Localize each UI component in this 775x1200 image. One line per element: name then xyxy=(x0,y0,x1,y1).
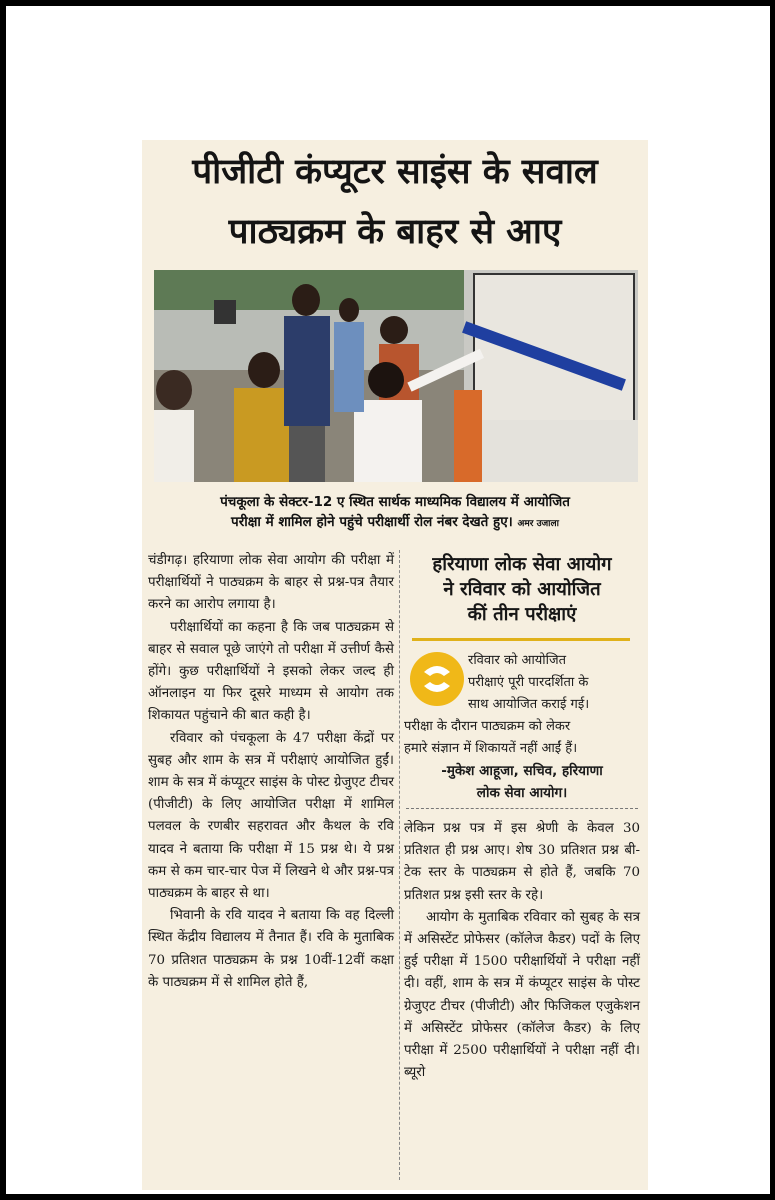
photo-credit: अमर उजाला xyxy=(517,519,559,529)
left-paragraph-4: भिवानी के रवि यादव ने बताया कि वह दिल्ली स्थित केंद्रीय विद्यालय में तैनात हैं। रवि के मुताबिक 70 प्रतिशत पाठ्यक्रम के प्रश्न 10वीं-12वीं कक्षा के पाठ्यक्रम में से शामिल होते हैं, xyxy=(148,908,394,990)
headline-line-1: पीजीटी कंप्यूटर साइंस के सवाल xyxy=(192,152,598,192)
right-paragraph-2: आयोग के मुताबिक रविवार को सुबह के सत्र में असिस्टेंट प्रोफेसर (कॉलेज कैडर) पदों के लिए हुई परीक्षा में 1500 परीक्षार्थियों ने परीक्षा नहीं दी। वहीं, शाम के सत्र में कंप्यूटर साइंस के पोस्ट ग्रेजुएट टीचर (पीजीटी) और फिजिकल एजुकेशन में असिस्टेंट प्रोफेसर (कॉलेज कैडर) के लिए परीक्षा में 2500 परीक्षार्थियों ने परीक्षा नहीं दी। ब्यूरो xyxy=(404,909,640,1081)
column-divider xyxy=(399,550,400,1180)
newspaper-clipping xyxy=(142,140,648,1190)
article-left-column xyxy=(148,550,394,994)
quote-line-3: साथ आयोजित कराई गई। xyxy=(468,697,590,712)
photo-caption-line-2 xyxy=(142,512,648,530)
box-heading xyxy=(404,552,640,627)
page-background xyxy=(6,6,770,1194)
quote-line-5: हमारे संज्ञान में शिकायतें नहीं आईं हैं। xyxy=(404,741,578,756)
box-heading-line-1: हरियाणा लोक सेवा आयोग xyxy=(432,554,612,575)
news-photo xyxy=(154,270,638,482)
box-heading-line-3: कीं तीन परीक्षाएं xyxy=(467,604,577,625)
right-paragraph-1: लेकिन प्रश्न पत्र में इस श्रेणी के केवल 30 प्रतिशत ही प्रश्न आए। शेष 30 प्रतिशत प्रश्न बी-टेक स्तर के पाठ्यक्रम से होते हैं, जबकि 70 प्रतिशत प्रश्न इसी स्तर के रहे। xyxy=(404,821,640,903)
left-paragraph-3: रविवार को पंचकूला के 47 परीक्षा केंद्रों पर सुबह और शाम के सत्र में परीक्षाएं आयोजित हुईं। शाम के सत्र में कंप्यूटर साइंस के पोस्ट ग्रेजुएट टीचर (पीजीटी) के लिए आयोजित परीक्षा में शामिल पलवल के रणबीर सहरावत और कैथल के रवि यादव ने बताया कि परीक्षा में 15 प्रश्न थे। ये प्रश्न कम से कम चार-चार पेज में लिखने थे और प्रश्न-पत्र पाठ्यक्रम के बाहर से था। xyxy=(148,730,394,902)
quote-signature-1: -मुकेश आहूजा, सचिव, हरियाणा xyxy=(441,763,603,779)
box-bottom-rule xyxy=(406,808,638,809)
quote-line-1: रविवार को आयोजित xyxy=(468,653,567,668)
hpsc-logo-icon xyxy=(410,652,464,706)
left-paragraph-1: चंडीगढ़। हरियाणा लोक सेवा आयोग की परीक्षा में परीक्षार्थियों ने पाठ्यक्रम के बाहर से प्रश्न-पत्र तैयार करने का आरोप लगाया है। xyxy=(148,553,394,613)
headline-line-2: पाठ्यक्रम के बाहर से आए xyxy=(228,212,562,252)
photo-caption-line-1: पंचकूला के सेक्टर-12 ए स्थित सार्थक माध्यमिक विद्यालय में आयोजित xyxy=(220,494,570,510)
left-paragraph-2: परीक्षार्थियों का कहना है कि जब पाठ्यक्रम से बाहर से सवाल पूछे जाएंगे तो परीक्षा में उत्तीर्ण कैसे होंगे। कुछ परीक्षार्थियों ने इसको लेकर जल्द ही ऑनलाइन या फिर दूसरे माध्यम से आयोग तक शिकायत पहुंचाने की बात कही है। xyxy=(148,619,394,724)
quote-line-2: परीक्षाएं पूरी पारदर्शिता के xyxy=(468,675,589,690)
quote-signature-2: लोक सेवा आयोग। xyxy=(476,785,568,801)
box-underline xyxy=(412,638,630,641)
quote-line-4: परीक्षा के दौरान पाठ्यक्रम को लेकर xyxy=(404,719,571,734)
article-right-column xyxy=(404,818,640,1084)
box-heading-line-2: ने रविवार को आयोजित xyxy=(443,579,601,600)
photo-caption-text: परीक्षा में शामिल होने पहुंचे परीक्षार्थी रोल नंबर देखते हुए। xyxy=(231,514,513,530)
